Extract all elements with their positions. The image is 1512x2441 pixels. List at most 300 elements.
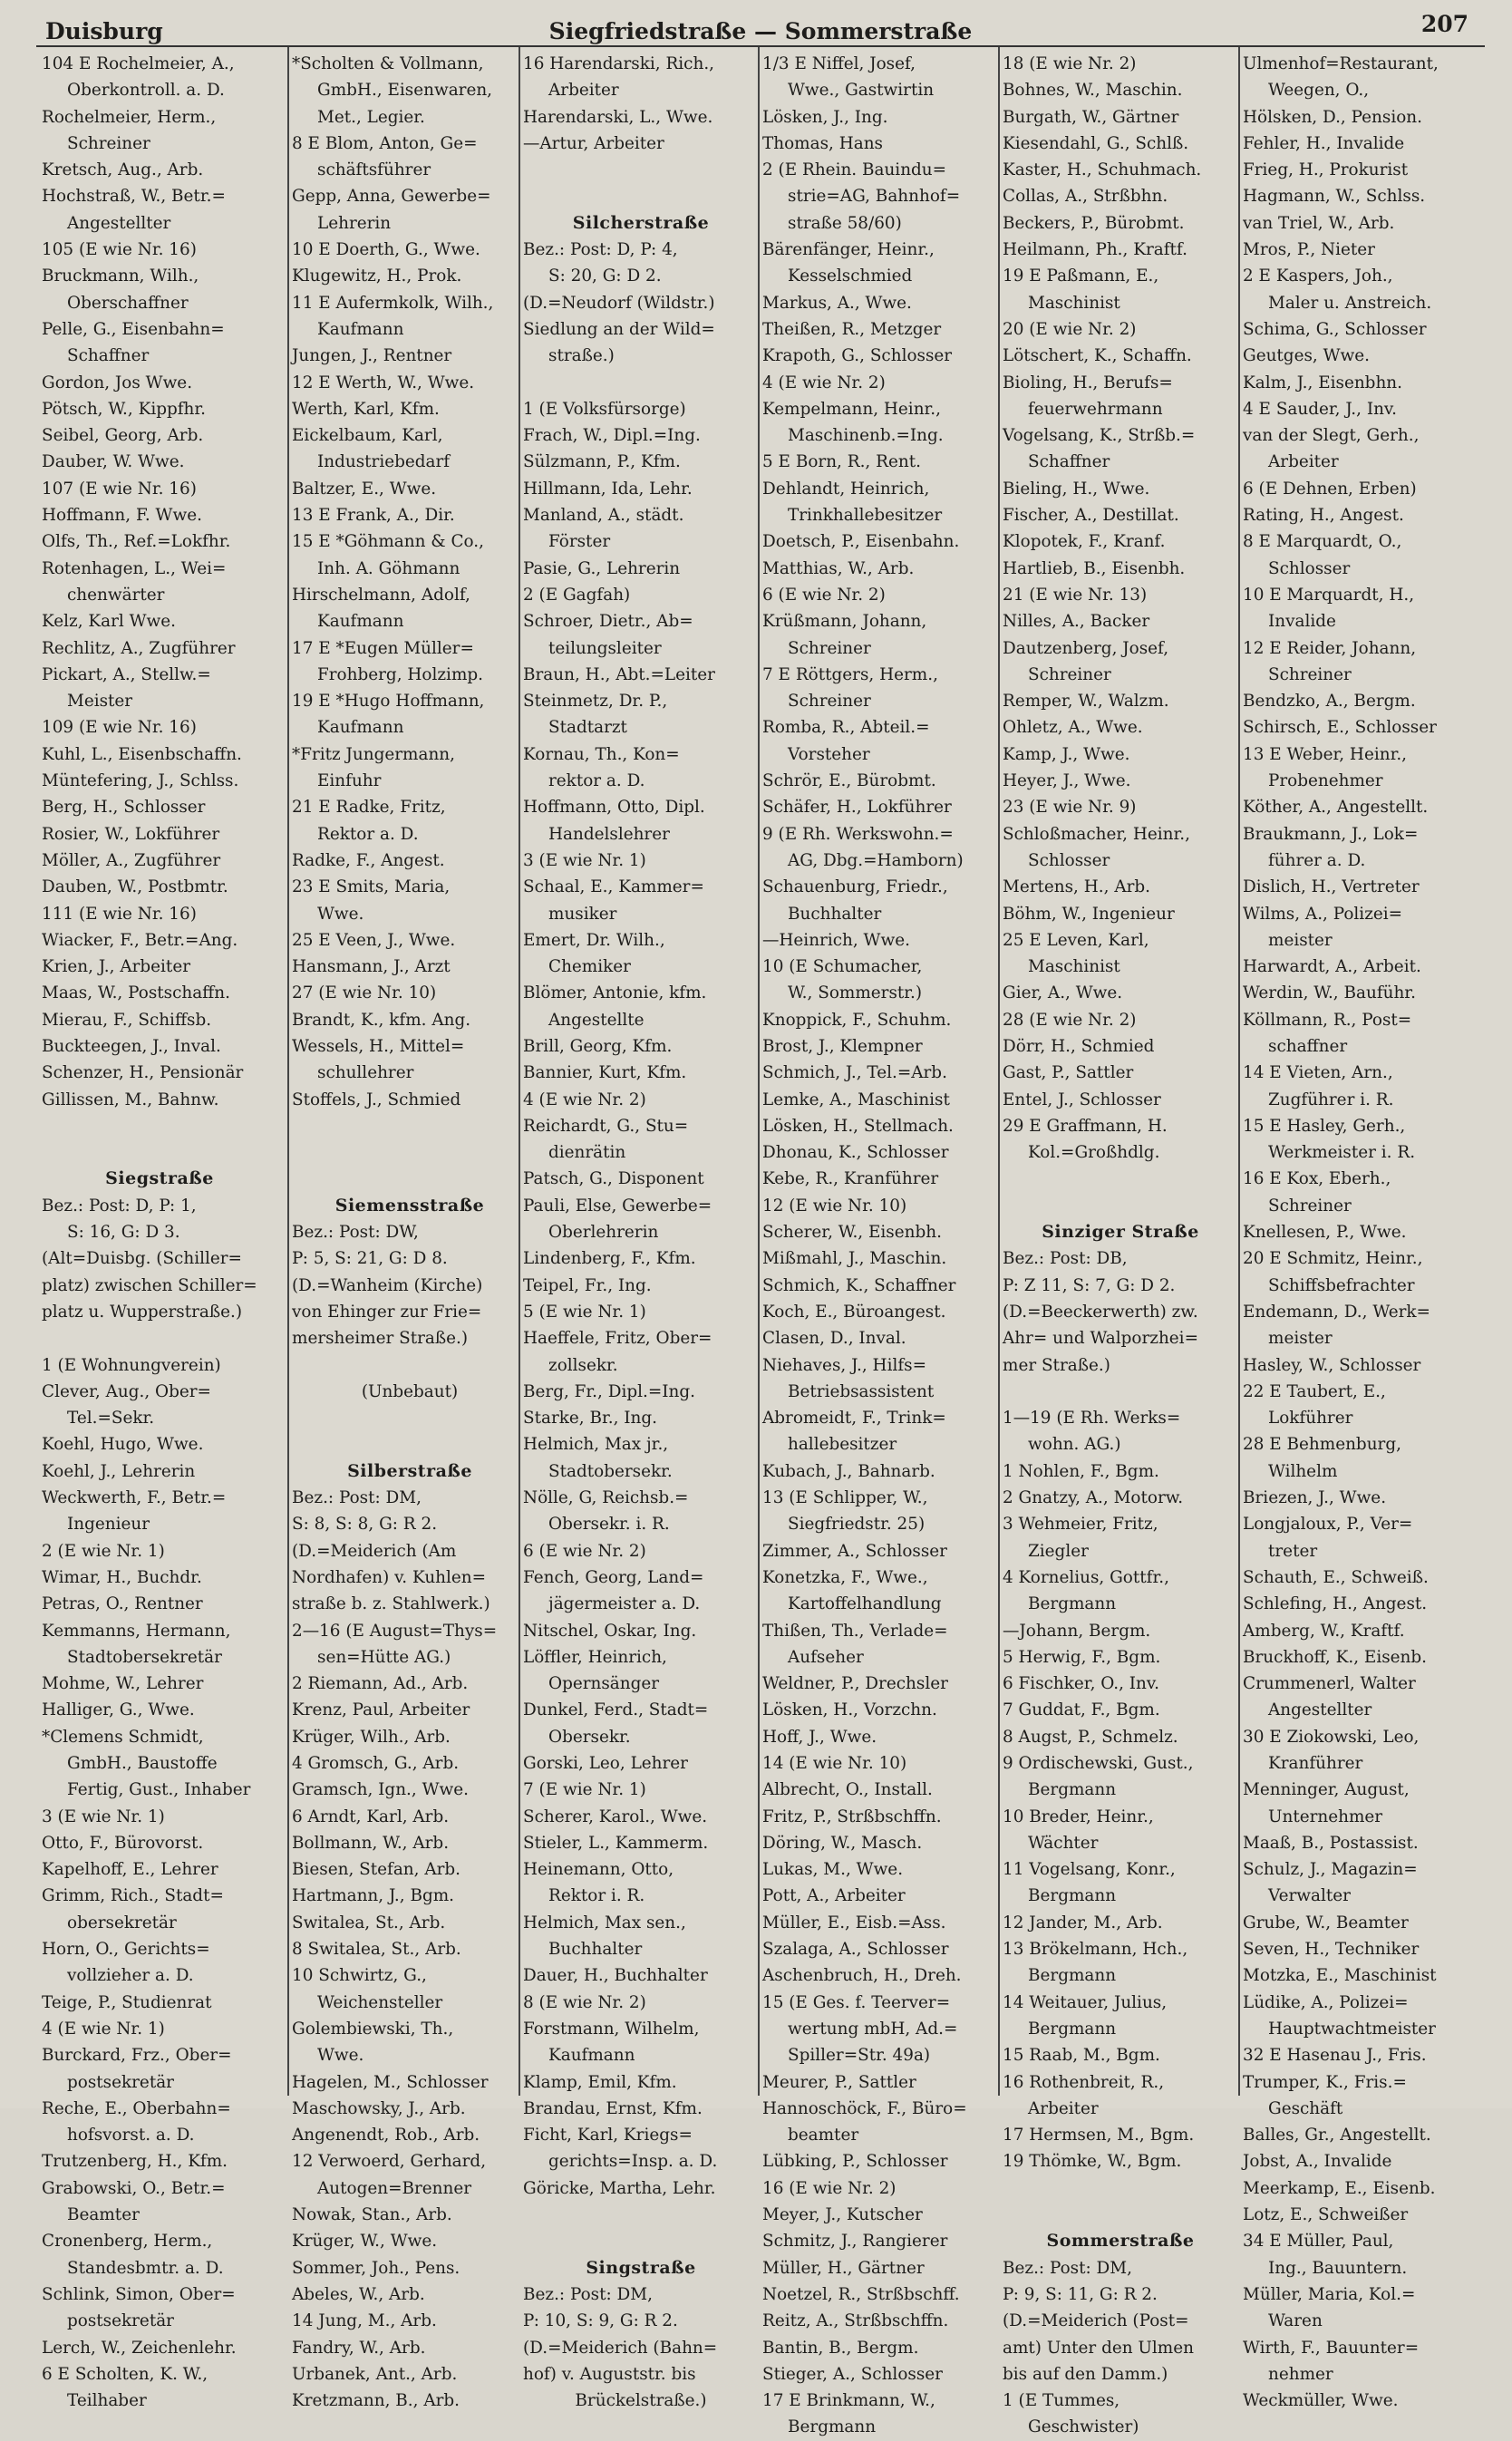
directory-entry: Werkmeister i. R. — [1268, 1143, 1416, 1163]
directory-entry: 25 E Veen, J., Wwe. — [292, 930, 456, 950]
directory-entry: 27 (E wie Nr. 10) — [292, 983, 437, 1003]
directory-entry: Bez.: Post: DW, — [292, 1223, 419, 1243]
directory-entry: Aschenbruch, H., Dreh. — [762, 1966, 962, 1986]
directory-entry: —Johann, Bergm. — [1003, 1621, 1151, 1641]
directory-entry: Meister — [67, 692, 133, 712]
directory-entry: Gramsch, Ign., Wwe. — [292, 1780, 469, 1800]
directory-entry: Handelslehrer — [548, 824, 670, 844]
directory-entry: Buchhalter — [548, 1940, 643, 1960]
directory-entry: Schenzer, H., Pensionär — [42, 1063, 244, 1083]
directory-entry: Krapoth, G., Schlosser — [762, 346, 953, 366]
directory-entry: 8 E Marquardt, O., — [1243, 532, 1402, 552]
directory-entry: Urbanek, Ant., Arb. — [292, 2364, 458, 2384]
directory-entry: Teige, P., Studienrat — [42, 1992, 212, 2012]
directory-entry: *Scholten & Vollmann, — [292, 54, 484, 73]
directory-entry: Berg, Fr., Dipl.=Ing. — [523, 1381, 695, 1401]
directory-entry: (Unbebaut) — [361, 1381, 459, 1401]
directory-entry: Kubach, J., Bahnarb. — [762, 1461, 935, 1481]
directory-entry: Bergmann — [1028, 1886, 1117, 1906]
directory-entry: platz) zwischen Schiller= — [42, 1275, 257, 1295]
directory-entry: Kemmanns, Hermann, — [42, 1621, 231, 1641]
directory-entry: platz u. Wupperstraße.) — [42, 1302, 243, 1322]
directory-entry: Schlink, Simon, Ober= — [42, 2284, 236, 2304]
directory-entry: Amberg, W., Kraftf. — [1243, 1621, 1405, 1641]
directory-entry: Dehlandt, Heinrich, — [762, 479, 930, 499]
directory-entry: Opernsänger — [548, 1674, 660, 1694]
directory-entry: Pott, A., Arbeiter — [762, 1886, 906, 1906]
directory-entry: Noetzel, R., Strßbschff. — [762, 2284, 960, 2304]
directory-entry: 6 Fischker, O., Inv. — [1003, 1674, 1159, 1694]
directory-entry: Hochstraß, W., Betr.= — [42, 187, 226, 207]
directory-entry: 20 E Schmitz, Heinr., — [1243, 1249, 1423, 1269]
directory-entry: Tel.=Sekr. — [67, 1409, 155, 1429]
directory-entry: schaffner — [1268, 1036, 1348, 1056]
directory-entry: Wächter — [1028, 1833, 1099, 1853]
directory-entry: Fischer, A., Destillat. — [1003, 506, 1179, 526]
line-gap — [523, 370, 759, 396]
directory-entry: Buchhalter — [788, 904, 882, 924]
directory-entry: P: Z 11, S: 7, G: D 2. — [1003, 1275, 1176, 1295]
directory-entry: Inh. A. Göhmann — [317, 558, 460, 578]
directory-entry: Maschinist — [1028, 957, 1120, 977]
directory-entry: Heyer, J., Wwe. — [1003, 771, 1131, 791]
directory-entry: Brill, Georg, Kfm. — [523, 1036, 673, 1056]
directory-entry: Kretzmann, B., Arb. — [292, 2391, 460, 2411]
directory-entry: vollzieher a. D. — [67, 1966, 194, 1986]
directory-entry: Wilhelm — [1268, 1461, 1338, 1481]
directory-entry: 15 Raab, M., Bgm. — [1003, 2046, 1160, 2066]
directory-entry: Halliger, G., Wwe. — [42, 1700, 195, 1720]
directory-entry: schullehrer — [317, 1063, 414, 1083]
directory-entry: Frohberg, Holzimp. — [317, 664, 483, 684]
directory-entry: 17 E *Eugen Müller= — [292, 638, 474, 658]
directory-entry: Gier, A., Wwe. — [1003, 983, 1123, 1003]
directory-entry: 104 E Rochelmeier, A., — [42, 54, 235, 73]
directory-entry: Schima, G., Schlosser — [1243, 319, 1427, 339]
directory-entry: Bez.: Post: DB, — [1003, 1249, 1128, 1269]
directory-entry: Invalide — [1268, 612, 1336, 632]
directory-entry: (D.=Meiderich (Post= — [1003, 2311, 1189, 2331]
directory-entry: Schrör, E., Bürobmt. — [762, 771, 936, 791]
directory-entry: mer Straße.) — [1003, 1355, 1110, 1375]
directory-entry: 28 E Behmenburg, — [1243, 1435, 1401, 1455]
directory-entry: 10 Breder, Heinr., — [1003, 1807, 1154, 1826]
directory-entry: dienrätin — [548, 1143, 626, 1163]
directory-entry: 2—16 (E August=Thys= — [292, 1621, 498, 1641]
directory-entry: Braukmann, J., Lok= — [1243, 824, 1419, 844]
directory-entry: GmbH., Baustoffe — [67, 1754, 218, 1773]
directory-entry: Fehler, H., Invalide — [1243, 133, 1405, 153]
directory-entry: gerichts=Insp. a. D. — [548, 2152, 718, 2172]
directory-entry: Siegfriedstr. 25) — [788, 1515, 926, 1535]
directory-entry: 17 E Brinkmann, W., — [762, 2391, 935, 2411]
directory-entry: Waren — [1268, 2311, 1323, 2331]
directory-entry: Hannoschöck, F., Büro= — [762, 2098, 967, 2118]
directory-entry: Kol.=Großhdlg. — [1028, 1143, 1160, 1163]
directory-entry: Hoffmann, Otto, Dipl. — [523, 798, 705, 818]
directory-entry: 21 (E wie Nr. 13) — [1003, 585, 1148, 605]
directory-entry: Meurer, P., Sattler — [762, 2072, 916, 2092]
header-street-range: Siegfriedstraße — Sommerstraße — [548, 18, 973, 44]
directory-entry: Starke, Br., Ing. — [523, 1409, 658, 1429]
directory-entry: 6 (E wie Nr. 2) — [762, 585, 886, 605]
directory-entry: Schreiner — [788, 638, 871, 658]
directory-entry: 8 E Blom, Anton, Ge= — [292, 133, 478, 153]
directory-entry: —Heinrich, Wwe. — [762, 930, 910, 950]
directory-entry: Pelle, G., Eisenbahn= — [42, 319, 225, 339]
directory-entry: Stieler, L., Kammerm. — [523, 1833, 709, 1853]
directory-entry: Lösken, H., Vorzchn. — [762, 1700, 937, 1720]
directory-entry: Manland, A., städt. — [523, 506, 684, 526]
directory-entry: Oberschaffner — [67, 293, 189, 313]
directory-entry: Collas, A., Strßbhn. — [1003, 187, 1168, 207]
directory-entry: Vogelsang, K., Strßb.= — [1003, 426, 1196, 446]
directory-entry: Szalaga, A., Schlosser — [762, 1940, 949, 1960]
directory-entry: Werdin, W., Bauführ. — [1243, 983, 1416, 1003]
directory-entry: Lübking, P., Schlosser — [762, 2152, 948, 2172]
directory-entry: Kaufmann — [317, 319, 404, 339]
directory-entry: Arbeiter — [1028, 2098, 1099, 2118]
directory-entry: Köther, A., Angestellt. — [1243, 798, 1429, 818]
directory-entry: Krien, J., Arbeiter — [42, 957, 190, 977]
directory-entry: 4 Gromsch, G., Arb. — [292, 1754, 460, 1773]
directory-entry: 15 E Hasley, Gerh., — [1243, 1116, 1406, 1136]
directory-entry: Vorsteher — [788, 744, 870, 764]
directory-entry: 8 Augst, P., Schmelz. — [1003, 1727, 1178, 1747]
directory-entry: Schauth, E., Schweiß. — [1243, 1567, 1429, 1587]
directory-entry: amt) Unter den Ulmen — [1003, 2338, 1194, 2358]
directory-entry: 1 (E Volksfürsorge) — [523, 399, 686, 419]
directory-entry: Döring, W., Masch. — [762, 1833, 923, 1853]
directory-entry: Trutzenberg, H., Kfm. — [42, 2152, 228, 2172]
directory-entry: 2 E Kaspers, Joh., — [1243, 266, 1393, 286]
directory-entry: S: 20, G: D 2. — [548, 266, 662, 286]
directory-entry: Maschinist — [1028, 293, 1120, 313]
directory-entry: Verwalter — [1268, 1886, 1351, 1906]
directory-entry: 14 E Vieten, Arn., — [1243, 1063, 1393, 1083]
directory-entry: Nilles, A., Backer — [1003, 612, 1150, 632]
directory-entry: Schaal, E., Kammer= — [523, 877, 704, 897]
directory-entry: Kuhl, L., Eisenbschaffn. — [42, 744, 242, 764]
directory-entry: 13 Brökelmann, Hch., — [1003, 1940, 1188, 1960]
directory-entry: Mohme, W., Lehrer — [42, 1674, 204, 1694]
directory-entry: Hansmann, J., Arzt — [292, 957, 451, 977]
directory-entry: Bez.: Post: DM, — [523, 2284, 653, 2304]
directory-entry: Kretsch, Aug., Arb. — [42, 160, 204, 180]
directory-entry: Oberlehrerin — [548, 1223, 659, 1243]
directory-entry: Müller, E., Eisb.=Ass. — [762, 1913, 946, 1932]
directory-entry: 10 Schwirtz, G., — [292, 1966, 427, 1986]
directory-entry: Lotz, E., Schweißer — [1243, 2205, 1409, 2225]
directory-entry: Thomas, Hans — [762, 133, 883, 153]
directory-entry: Rektor i. R. — [548, 1886, 645, 1906]
directory-entry: Ziegler — [1028, 1541, 1089, 1561]
directory-entry: führer a. D. — [1268, 850, 1366, 870]
directory-entry: Seibel, Georg, Arb. — [42, 426, 204, 446]
directory-entry: wertung mbH, Ad.= — [788, 2019, 958, 2039]
directory-entry: Weckwerth, F., Betr.= — [42, 1488, 227, 1508]
directory-entry: S: 8, S: 8, G: R 2. — [292, 1515, 438, 1535]
directory-entry: 12 Verwoerd, Gerhard, — [292, 2152, 487, 2172]
directory-entry: Longjaloux, P., Ver= — [1243, 1515, 1413, 1535]
directory-entry: Stadtobersekr. — [548, 1461, 673, 1481]
directory-entry: Bollmann, W., Arb. — [292, 1833, 450, 1853]
directory-entry: schäftsführer — [317, 160, 431, 180]
directory-entry: Bergmann — [1028, 1594, 1117, 1614]
directory-entry: Ingenieur — [67, 1515, 150, 1535]
street-heading: Sommerstraße — [1046, 2231, 1195, 2252]
line-gap — [1003, 1166, 1238, 1192]
directory-entry: Aufseher — [788, 1647, 864, 1667]
line-gap — [523, 157, 759, 183]
directory-entry: 7 E Röttgers, Herm., — [762, 664, 938, 684]
street-heading: Siegstraße — [105, 1168, 214, 1189]
directory-entry: Knoppick, F., Schuhm. — [762, 1010, 952, 1030]
directory-entry: Grabowski, O., Betr.= — [42, 2178, 226, 2198]
directory-entry: 5 E Born, R., Rent. — [762, 452, 921, 472]
directory-entry: Schäfer, H., Lokführer — [762, 798, 952, 818]
directory-entry: Maaß, B., Postassist. — [1243, 1833, 1419, 1853]
directory-entry: P: 10, S: 9, G: R 2. — [523, 2311, 678, 2331]
directory-entry: Müntefering, J., Schlss. — [42, 771, 239, 791]
directory-entry: Brandau, Ernst, Kfm. — [523, 2098, 703, 2118]
directory-entry: Brückelstraße.) — [575, 2391, 707, 2411]
directory-entry: 11 E Aufermkolk, Wilh., — [292, 293, 494, 313]
directory-entry: Reche, E., Oberbahn= — [42, 2098, 231, 2118]
directory-entry: 3 Wehmeier, Fritz, — [1003, 1515, 1158, 1535]
directory-entry: Wilms, A., Polizei= — [1243, 904, 1403, 924]
directory-entry: Harwardt, A., Arbeit. — [1243, 957, 1421, 977]
directory-entry: Dautzenberg, Josef, — [1003, 638, 1169, 658]
directory-entry: Heinemann, Otto, — [523, 1860, 674, 1880]
line-gap — [523, 2228, 759, 2254]
directory-entry: bis auf den Damm.) — [1003, 2364, 1168, 2384]
directory-entry: 2 (E Rhein. Bauindu= — [762, 160, 947, 180]
directory-entry: 23 (E wie Nr. 9) — [1003, 798, 1137, 818]
line-gap — [292, 1166, 528, 1192]
directory-entry: Forstmann, Wilhelm, — [523, 2019, 700, 2039]
directory-entry: Knellesen, P., Wwe. — [1243, 1223, 1407, 1243]
directory-entry: Koehl, J., Lehrerin — [42, 1461, 196, 1481]
directory-entry: Trumper, K., Fris.= — [1243, 2072, 1407, 2092]
directory-entry: Weldner, P., Drechsler — [762, 1674, 948, 1694]
column-1 — [42, 51, 277, 2411]
directory-entry: Entel, J., Schlosser — [1003, 1090, 1161, 1109]
directory-entry: Kempelmann, Heinr., — [762, 399, 941, 419]
directory-entry: Schlefing, H., Angest. — [1243, 1594, 1428, 1614]
directory-entry: 8 Switalea, St., Arb. — [292, 1940, 461, 1960]
directory-entry: Werth, Karl, Kfm. — [292, 399, 440, 419]
directory-entry: Nitschel, Oskar, Ing. — [523, 1621, 697, 1641]
directory-entry: Pickart, A., Stellw.= — [42, 664, 211, 684]
directory-entry: Dhonau, K., Schlosser — [762, 1143, 949, 1163]
directory-entry: Schreiner — [1268, 664, 1352, 684]
directory-entry: Schiffsbefrachter — [1268, 1275, 1415, 1295]
directory-entry: Zugführer i. R. — [1268, 1090, 1394, 1109]
directory-entry: Schlosser — [1268, 558, 1351, 578]
directory-entry: Mertens, H., Arb. — [1003, 877, 1151, 897]
directory-entry: Schaffner — [67, 346, 150, 366]
directory-entry: 12 E Reider, Johann, — [1243, 638, 1417, 658]
directory-entry: Fench, Georg, Land= — [523, 1567, 704, 1587]
directory-entry: 9 (E Rh. Werkswohn.= — [762, 824, 954, 844]
directory-entry: Kapelhoff, E., Lehrer — [42, 1860, 218, 1880]
directory-entry: 14 Jung, M., Arb. — [292, 2311, 437, 2331]
directory-entry: Bergmann — [1028, 1780, 1117, 1800]
directory-entry: Ulmenhof=Restaurant, — [1243, 54, 1439, 73]
directory-entry: obersekretär — [67, 1913, 177, 1932]
directory-entry: Ficht, Karl, Kriegs= — [523, 2126, 693, 2146]
directory-entry: Remper, W., Walzm. — [1003, 692, 1169, 712]
directory-entry: Wirth, F., Bauunter= — [1243, 2338, 1420, 2358]
directory-entry: Burgath, W., Gärtner — [1003, 107, 1179, 127]
directory-entry: Zimmer, A., Schlosser — [762, 1541, 947, 1561]
directory-entry: Kaufmann — [317, 718, 404, 738]
directory-entry: P: 9, S: 11, G: R 2. — [1003, 2284, 1158, 2304]
directory-entry: (D.=Neudorf (Wildstr.) — [523, 293, 715, 313]
directory-entry: Bieling, H., Wwe. — [1003, 479, 1150, 499]
directory-entry: 2 (E Gagfah) — [523, 585, 631, 605]
directory-entry: Wwe. — [317, 2046, 364, 2066]
directory-entry: Pötsch, W., Kippfhr. — [42, 399, 207, 419]
directory-entry: Stadtarzt — [548, 718, 627, 738]
street-heading: Sinziger Straße — [1042, 1222, 1199, 1243]
directory-entry: Kamp, J., Wwe. — [1003, 744, 1130, 764]
directory-entry: Hölsken, D., Pension. — [1243, 107, 1422, 127]
directory-entry: Weckmüller, Wwe. — [1243, 2391, 1399, 2411]
directory-entry: wohn. AG.) — [1028, 1435, 1121, 1455]
directory-entry: Dislich, H., Vertreter — [1243, 877, 1420, 897]
directory-entry: Maschinenb.=Ing. — [788, 426, 944, 446]
directory-entry: GmbH., Eisenwaren, — [317, 81, 493, 101]
directory-entry: Hoffmann, F. Wwe. — [42, 506, 202, 526]
directory-entry: Geschäft — [1268, 2098, 1343, 2118]
directory-entry: Met., Legier. — [317, 107, 425, 127]
directory-entry: Kesselschmied — [788, 266, 913, 286]
directory-entry: Schmich, K., Schaffner — [762, 1275, 956, 1295]
directory-entry: 4 (E wie Nr. 1) — [42, 2019, 165, 2039]
directory-entry: Motzka, E., Maschinist — [1243, 1966, 1437, 1986]
directory-entry: Rosier, W., Lokführer — [42, 824, 220, 844]
directory-entry: Brost, J., Klempner — [762, 1036, 923, 1056]
line-gap — [1003, 1379, 1238, 1405]
street-heading: Siemensstraße — [334, 1195, 485, 1216]
directory-entry: Endemann, D., Werk= — [1243, 1302, 1430, 1322]
directory-entry: Einfuhr — [317, 771, 382, 791]
column-divider — [758, 47, 760, 2096]
directory-entry: Grube, W., Beamter — [1243, 1913, 1409, 1932]
directory-entry: Möller, A., Zugführer — [42, 850, 221, 870]
line-gap — [523, 2202, 759, 2228]
directory-entry: Ahr= und Walporzhei= — [1003, 1329, 1198, 1349]
directory-entry: Switalea, St., Arb. — [292, 1913, 446, 1932]
column-divider — [519, 47, 520, 2096]
directory-entry: 32 E Hasenau J., Fris. — [1243, 2046, 1427, 2066]
directory-entry: Obersekr. i. R. — [548, 1515, 670, 1535]
directory-entry: 4 (E wie Nr. 2) — [523, 1090, 646, 1109]
directory-entry: (D.=Wanheim (Kirche) — [292, 1275, 483, 1295]
directory-entry: Buckteegen, J., Inval. — [42, 1036, 221, 1056]
directory-entry: Oberkontroll. a. D. — [67, 81, 225, 101]
directory-entry: Burckard, Frz., Ober= — [42, 2046, 232, 2066]
directory-entry: Otto, F., Bürovorst. — [42, 1833, 204, 1853]
line-gap — [292, 1113, 528, 1139]
directory-entry: 16 E Kox, Eberh., — [1243, 1169, 1391, 1189]
directory-entry: Maas, W., Postschaffn. — [42, 983, 230, 1003]
directory-entry: Abeles, W., Arb. — [292, 2284, 425, 2304]
directory-entry: Dauben, W., Postbmtr. — [42, 877, 228, 897]
directory-entry: Geschwister) — [1028, 2417, 1139, 2437]
directory-entry: Helmich, Max sen., — [523, 1913, 686, 1932]
directory-entry: meister — [1268, 930, 1333, 950]
directory-entry: hofsvorst. a. D. — [67, 2126, 195, 2146]
directory-entry: straße 58/60) — [788, 213, 902, 233]
directory-entry: Abromeidt, F., Trink= — [762, 1409, 946, 1429]
directory-entry: Obersekr. — [548, 1727, 631, 1747]
directory-entry: Kebe, R., Kranführer — [762, 1169, 939, 1189]
line-gap — [1003, 2202, 1238, 2228]
directory-entry: Hartlieb, B., Eisenbh. — [1003, 558, 1186, 578]
directory-entry: 13 E Weber, Heinr., — [1243, 744, 1408, 764]
directory-entry: Scherer, W., Eisenbh. — [762, 1223, 942, 1243]
street-heading: Singstraße — [586, 2257, 696, 2278]
directory-entry: Wimar, H., Buchdr. — [42, 1567, 202, 1587]
directory-entry: Krenz, Paul, Arbeiter — [292, 1700, 470, 1720]
directory-entry: Schreiner — [1268, 1196, 1352, 1216]
directory-entry: Bantin, B., Bergm. — [762, 2338, 919, 2358]
directory-entry: (D.=Meiderich (Am — [292, 1541, 457, 1561]
directory-entry: Reitz, A., Strßbschffn. — [762, 2311, 949, 2331]
directory-entry: Bendzko, A., Bergm. — [1243, 692, 1416, 712]
directory-entry: teilungsleiter — [548, 638, 662, 658]
directory-entry: Meyer, J., Kutscher — [762, 2205, 923, 2225]
directory-entry: van der Slegt, Gerh., — [1243, 426, 1420, 446]
directory-entry: 29 E Graffmann, H. — [1003, 1116, 1168, 1136]
directory-entry: 1 (E Wohnungverein) — [42, 1355, 221, 1375]
directory-entry: strie=AG, Bahnhof= — [788, 187, 961, 207]
directory-entry: Thißen, Th., Verlade= — [762, 1621, 948, 1641]
directory-entry: Krüßmann, Johann, — [762, 612, 927, 632]
directory-entry: mersheimer Straße.) — [292, 1329, 469, 1349]
directory-entry: Autogen=Brenner — [317, 2178, 472, 2198]
directory-entry: Böhm, W., Ingenieur — [1003, 904, 1175, 924]
directory-entry: Balles, Gr., Angestellt. — [1243, 2126, 1431, 2146]
directory-entry: 28 (E wie Nr. 2) — [1003, 1010, 1137, 1030]
directory-entry: treter — [1268, 1541, 1318, 1561]
directory-entry: Pauli, Else, Gewerbe= — [523, 1196, 712, 1216]
directory-entry: Spiller=Str. 49a) — [788, 2046, 931, 2066]
directory-entry: Meerkamp, E., Eisenb. — [1243, 2178, 1436, 2198]
directory-entry: 18 (E wie Nr. 2) — [1003, 54, 1137, 73]
directory-entry: van Triel, W., Arb. — [1243, 213, 1395, 233]
directory-entry: nehmer — [1268, 2364, 1333, 2384]
directory-entry: Kaufmann — [317, 612, 404, 632]
directory-entry: Schloßmacher, Heinr., — [1003, 824, 1190, 844]
directory-entry: Industriebedarf — [317, 452, 451, 472]
directory-entry: *Fritz Jungermann, — [292, 744, 456, 764]
line-gap — [42, 1325, 277, 1351]
directory-entry: Rochelmeier, Herm., — [42, 107, 217, 127]
directory-entry: Angenendt, Rob., Arb. — [292, 2126, 480, 2146]
directory-entry: Lötschert, K., Schaffn. — [1003, 346, 1192, 366]
directory-entry: Fandry, W., Arb. — [292, 2338, 426, 2358]
directory-entry: 30 E Ziokowski, Leo, — [1243, 1727, 1420, 1747]
directory-entry: Dunkel, Ferd., Stadt= — [523, 1700, 709, 1720]
directory-entry: Heilmann, Ph., Kraftf. — [1003, 240, 1187, 260]
directory-entry: Blömer, Antonie, kfm. — [523, 983, 707, 1003]
directory-entry: Weegen, O., — [1268, 81, 1370, 101]
directory-entry: beamter — [788, 2126, 859, 2146]
